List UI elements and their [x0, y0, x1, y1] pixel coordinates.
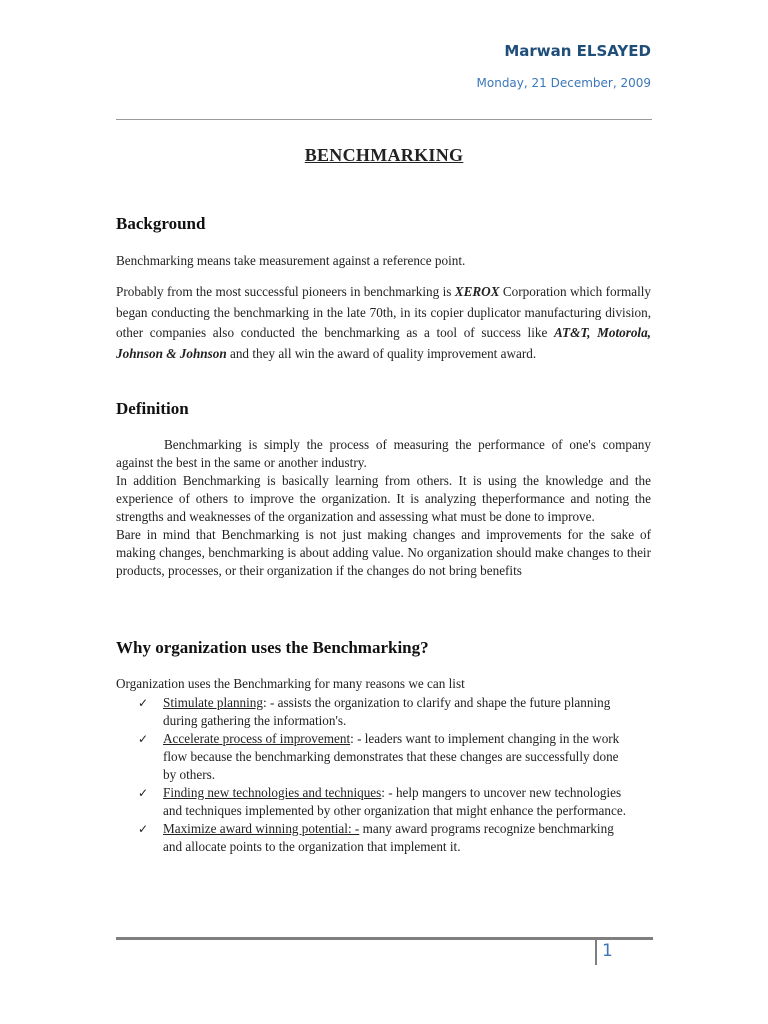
companies-names: AT&T, Motorola, Johnson & Johnson	[116, 325, 651, 361]
reason-term: Finding new technologies and techniques	[163, 785, 382, 800]
background-p2-text-b: Corporation which formally began conducting the benchmarking in the late 70th, in its copier duplicator manufacturing division, other companies also conducted the benchmarking as a tool of success like	[116, 284, 651, 340]
header-divider	[116, 119, 652, 120]
background-paragraph-1	[116, 251, 651, 272]
checkmark-icon: ✓	[138, 786, 149, 800]
reason-term: Stimulate planning	[163, 695, 263, 710]
reason-text: : - leaders want to implement changing in the work flow because the benchmarking demonstrates that these changes are successfully done by others.	[163, 731, 620, 782]
reason-term: Maximize award winning potential: -	[163, 821, 360, 836]
background-p1-text: Benchmarking means take measurement against a reference point.	[116, 253, 466, 268]
reason-text: : - help mangers to uncover new technologies and techniques implemented by other organization that might enhance the performance.	[163, 785, 626, 818]
list-item	[116, 820, 651, 856]
definition-body	[116, 436, 651, 580]
background-heading: Background	[116, 214, 206, 233]
reason-term: Accelerate process of improvement	[163, 731, 351, 746]
checkmark-icon: ✓	[138, 696, 149, 710]
checkmark-icon: ✓	[138, 732, 149, 746]
list-item	[116, 694, 651, 730]
background-p2-text-a: Probably from the most successful pioneers in benchmarking is	[116, 284, 455, 299]
reason-text: : - assists the organization to clarify and shape the future planning during gathering the information's.	[163, 695, 611, 728]
footer-separator	[595, 939, 597, 965]
reasons-list	[116, 694, 651, 856]
definition-p1: Benchmarking is simply the process of measuring the performance of one's company against the best in the same or another industry.	[116, 437, 651, 470]
footer-divider	[116, 937, 653, 940]
header-date: Monday, 21 December, 2009	[476, 76, 651, 90]
header-author: Marwan ELSAYED	[504, 42, 651, 60]
checkmark-icon: ✓	[138, 822, 149, 836]
background-p2-text-c: and they all win the award of quality improvement award.	[226, 345, 537, 361]
list-item	[116, 730, 651, 784]
xerox-name: XEROX	[454, 284, 500, 299]
why-heading: Why organization uses the Benchmarking?	[116, 638, 429, 657]
definition-p2: In addition Benchmarking is basically learning from others. It is using the knowledge and the experience of others to improve the organization. It is analyzing theperformance and noting the strengths and weaknesses of the organization and assessing what must be done to improve.	[116, 473, 651, 524]
page-number: 1	[602, 941, 613, 961]
why-intro: Organization uses the Benchmarking for many reasons we can list	[116, 676, 465, 691]
document-title: BENCHMARKING	[304, 145, 464, 165]
definition-p3: Bare in mind that Benchmarking is not just making changes and improvements for the sake of making changes, benchmarking is about adding value. No organization should make changes to their products, processes, or their organization if the changes do not bring benefits	[116, 527, 651, 578]
reason-text: many award programs recognize benchmarking and allocate points to the organization that implement it.	[163, 821, 614, 854]
list-item	[116, 784, 651, 820]
definition-heading: Definition	[116, 399, 189, 418]
background-paragraph-2	[116, 282, 651, 364]
